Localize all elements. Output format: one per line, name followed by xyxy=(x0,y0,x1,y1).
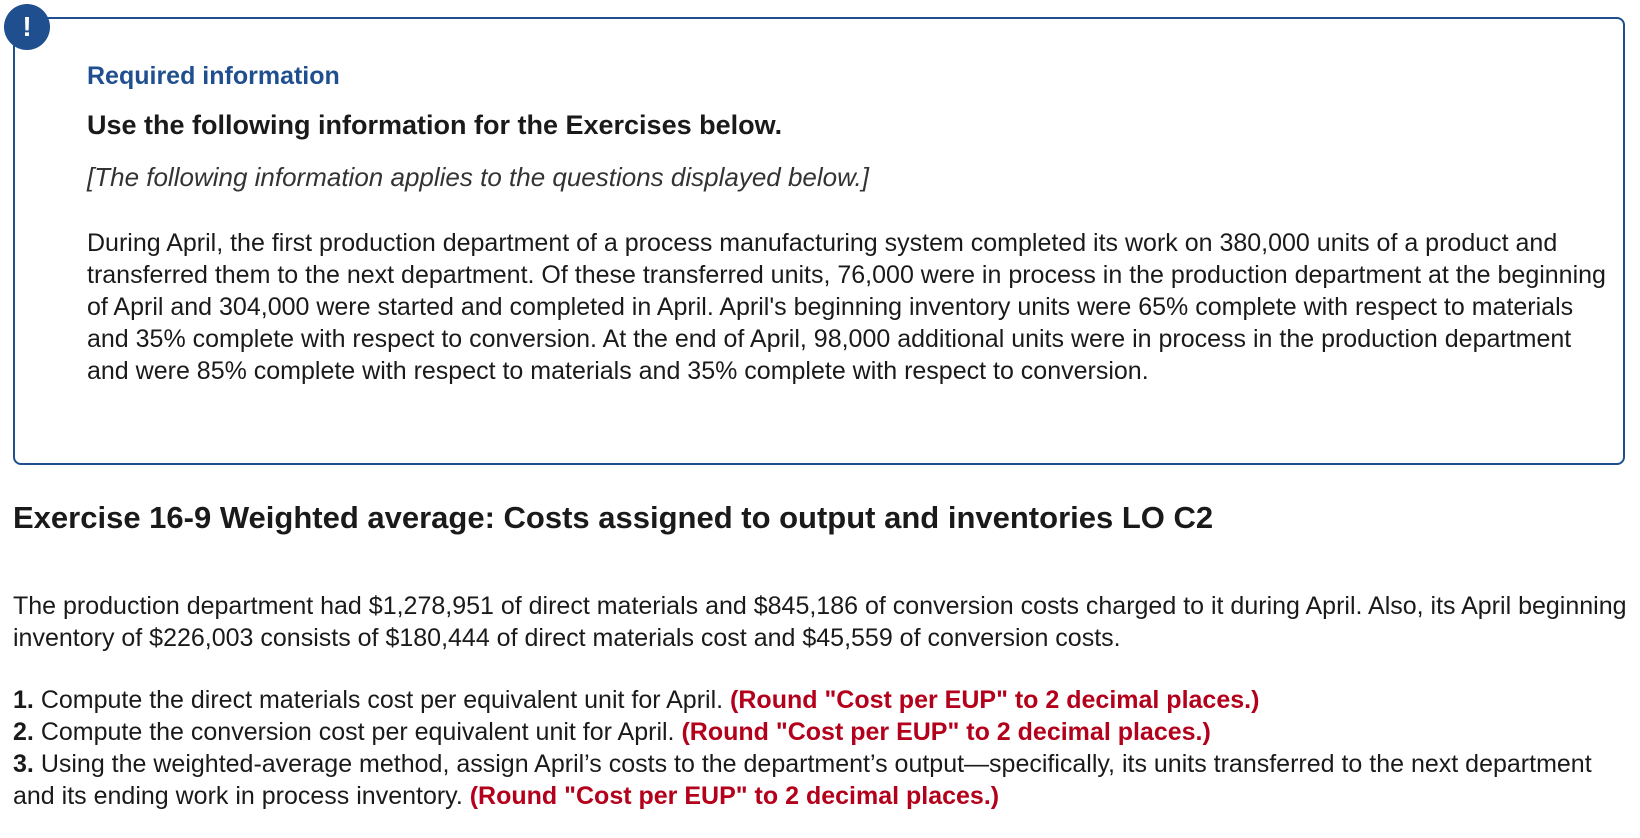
scenario-paragraph: During April, the first production department of a process manufacturing system completed its work on 380,000 units of a product and transferred them to the next department. Of these transferred units, 76,000 were in process in the production department at the beginning of April and 304,000 were started and completed in April. April's beginning inventory units were 65% complete with respect to materials and 35% complete with respect to conversion. At the end of April, 98,000 additional units were in process in the production department and were 85% complete with respect to materials and 35% complete with respect to conversion. xyxy=(87,229,1606,385)
requirement-number: 3. xyxy=(13,750,34,778)
rounding-note: (Round "Cost per EUP" to 2 decimal places.) xyxy=(730,686,1260,714)
requirement-text: Compute the conversion cost per equivalent unit for April. xyxy=(40,718,675,746)
exercise-title: Exercise 16-9 Weighted average: Costs assigned to output and inventories LO C2 xyxy=(13,500,1214,535)
alert-icon: ! xyxy=(4,4,50,50)
rounding-note: (Round "Cost per EUP" to 2 decimal places.) xyxy=(681,718,1211,746)
requirements-list xyxy=(13,684,1628,812)
requirement-item xyxy=(13,684,1628,716)
requirement-item xyxy=(13,716,1628,748)
applies-note: [The following information applies to the questions displayed below.] xyxy=(87,162,869,192)
required-information-title: Required information xyxy=(87,62,340,90)
requirement-number: 2. xyxy=(13,718,34,746)
instructions-heading: Use the following information for the Exercises below. xyxy=(87,110,783,140)
requirement-number: 1. xyxy=(13,686,34,714)
requirement-item xyxy=(13,748,1628,812)
requirement-text: Compute the direct materials cost per equivalent unit for April. xyxy=(40,686,724,714)
requirement-text: Using the weighted-average method, assign April’s costs to the department’s output—specifically, its units transferred to the next department and its ending work in process inventory. xyxy=(13,750,1592,810)
rounding-note: (Round "Cost per EUP" to 2 decimal places.) xyxy=(469,782,1000,810)
costs-paragraph: The production department had $1,278,951 of direct materials and $845,186 of conversion costs charged to it during April. Also, its April beginning inventory of $226,003 consists of $180,444 of direct materials cost and $45,559 of conversion costs. xyxy=(13,592,1627,652)
